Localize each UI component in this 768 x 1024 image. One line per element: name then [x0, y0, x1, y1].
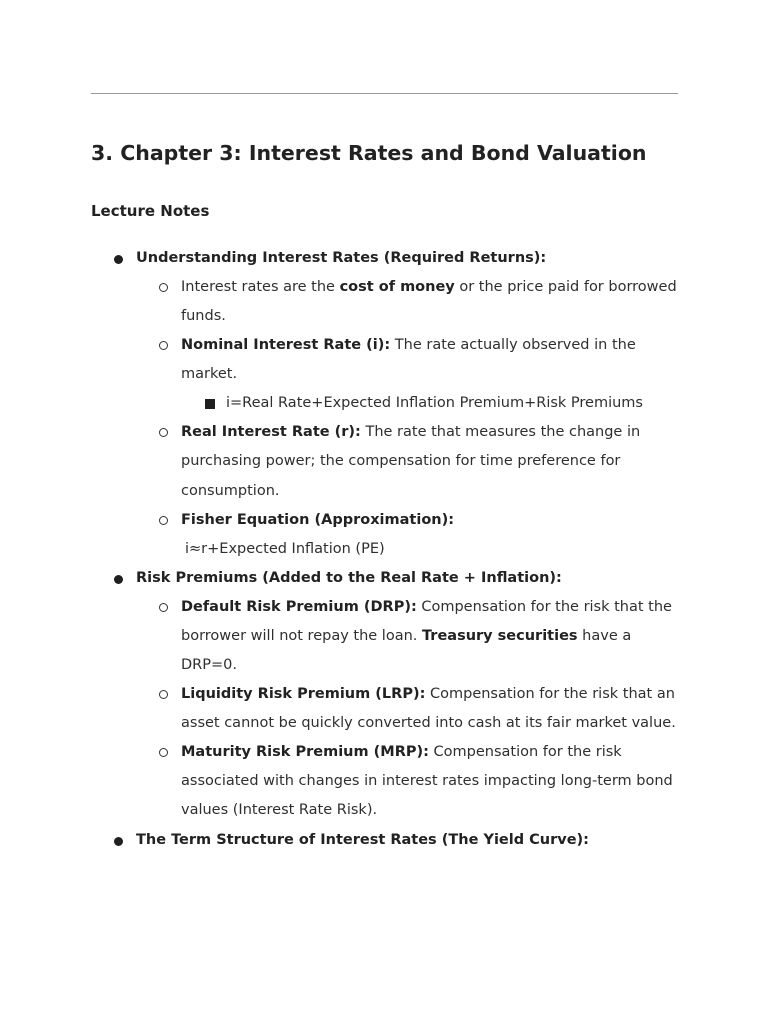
text-run: Compensation for the risk that the	[416, 599, 672, 615]
list-item-continuation: market.	[181, 366, 238, 382]
circle-bullet-icon	[159, 516, 168, 525]
disc-bullet-icon	[114, 837, 123, 846]
formula-nominal-rate: i=Real Rate+Expected Inflation Premium+Risk Premiums	[226, 395, 643, 411]
bold-term: Treasury securities	[422, 628, 578, 644]
bold-term: Real Interest Rate (r):	[181, 424, 361, 440]
bold-term: Default Risk Premium (DRP):	[181, 599, 417, 615]
list-item-continuation: values (Interest Rate Risk).	[181, 802, 378, 818]
square-bullet-icon	[205, 399, 215, 409]
bullet-heading-interest-rates: Understanding Interest Rates (Required Returns):	[136, 250, 547, 266]
text-run: or the price paid for borrowed	[454, 279, 677, 295]
list-item-continuation	[181, 626, 631, 646]
horizontal-rule	[91, 93, 678, 94]
circle-bullet-icon	[159, 428, 168, 437]
bullet-heading-risk-premiums: Risk Premiums (Added to the Real Rate + Inflation):	[136, 570, 562, 586]
list-item-default-risk	[181, 597, 672, 617]
disc-bullet-icon	[114, 255, 123, 264]
list-item-fisher-equation: Fisher Equation (Approximation):	[181, 512, 455, 528]
text-run: Interest rates are the	[181, 279, 340, 295]
bullet-heading-term-structure: The Term Structure of Interest Rates (The Yield Curve):	[136, 832, 589, 848]
text-run: The rate actually observed in the	[390, 337, 636, 353]
list-item-cost-of-money	[181, 277, 677, 297]
bold-term: Nominal Interest Rate (i):	[181, 337, 391, 353]
text-run: have a	[577, 628, 632, 644]
formula-fisher: i≈r+Expected Inflation (PE)	[185, 541, 385, 557]
chapter-title: 3. Chapter 3: Interest Rates and Bond Valuation	[91, 141, 647, 165]
list-item-maturity-risk	[181, 742, 622, 762]
circle-bullet-icon	[159, 690, 168, 699]
text-run: The rate that measures the change in	[360, 424, 641, 440]
list-item-continuation: DRP=0.	[181, 657, 237, 673]
circle-bullet-icon	[159, 603, 168, 612]
section-subtitle: Lecture Notes	[91, 202, 210, 220]
text-run: Compensation for the risk	[428, 744, 622, 760]
list-item-real-rate	[181, 422, 640, 442]
disc-bullet-icon	[114, 575, 123, 584]
circle-bullet-icon	[159, 748, 168, 757]
circle-bullet-icon	[159, 341, 168, 350]
text-run: Compensation for the risk that an	[425, 686, 675, 702]
bold-term: Liquidity Risk Premium (LRP):	[181, 686, 426, 702]
text-run: borrower will not repay the loan.	[181, 628, 422, 644]
bold-term: cost of money	[339, 279, 455, 295]
list-item-liquidity-risk	[181, 684, 675, 704]
circle-bullet-icon	[159, 283, 168, 292]
list-item-continuation: associated with changes in interest rates impacting long-term bond	[181, 773, 673, 789]
list-item-nominal-rate	[181, 335, 636, 355]
bold-term: Maturity Risk Premium (MRP):	[181, 744, 429, 760]
list-item-continuation: asset cannot be quickly converted into cash at its fair market value.	[181, 715, 676, 731]
list-item-continuation: consumption.	[181, 483, 280, 499]
list-item-continuation: purchasing power; the compensation for time preference for	[181, 453, 621, 469]
list-item-continuation: funds.	[181, 308, 226, 324]
